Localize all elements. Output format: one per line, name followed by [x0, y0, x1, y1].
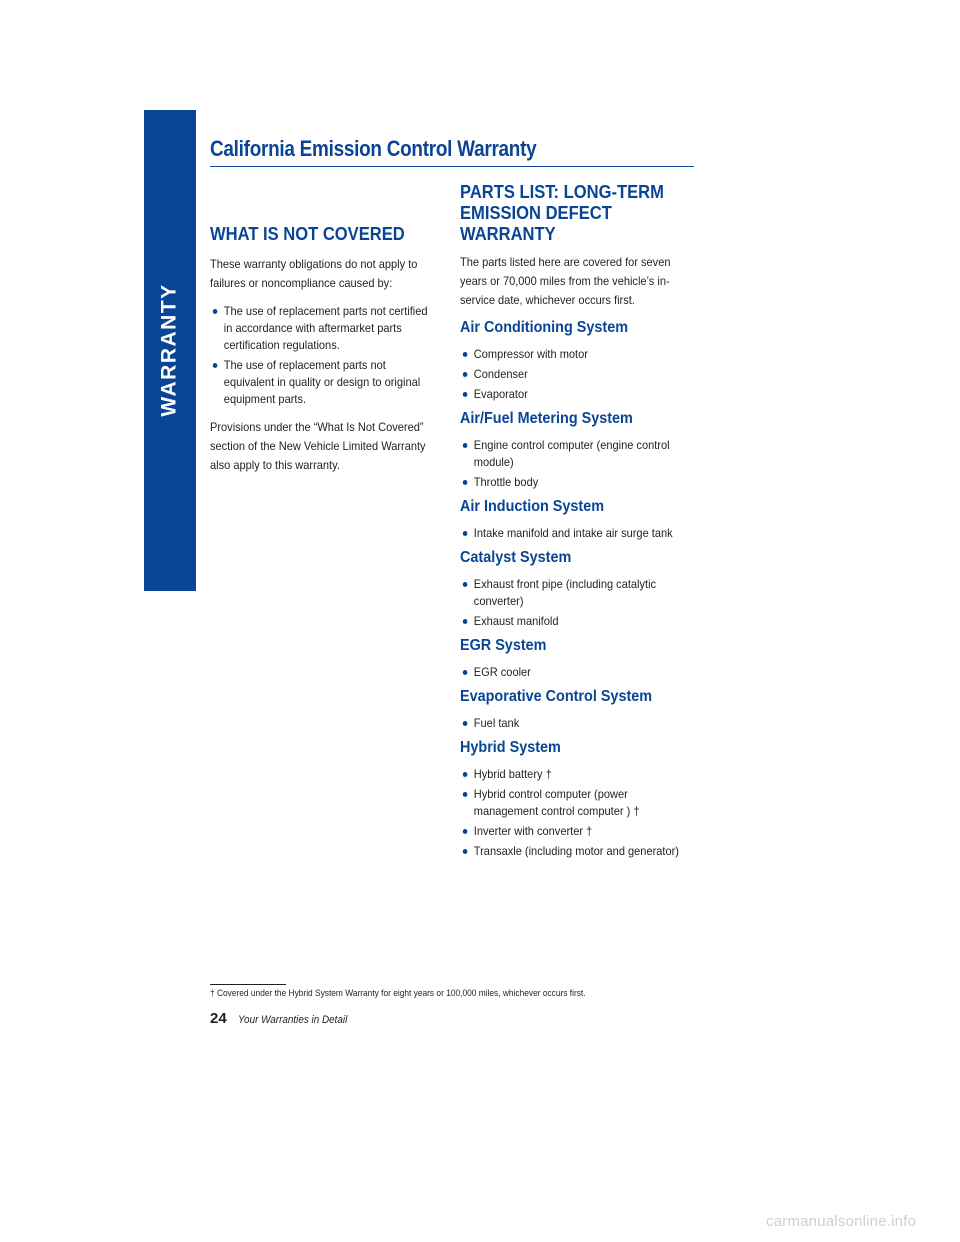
parts-list-heading-line: PARTS LIST: LONG-TERM	[460, 182, 664, 202]
section-title: Air/Fuel Metering System	[460, 410, 633, 427]
footnote: † Covered under the Hybrid System Warranty for eight years or 100,000 miles, whichever occurs first.	[210, 988, 586, 999]
list-item: Exhaust manifold	[460, 613, 685, 630]
bullet-icon	[463, 352, 468, 357]
bullet-icon	[463, 829, 468, 834]
parts-list-heading-line: EMISSION DEFECT	[460, 203, 612, 223]
bullet-icon	[213, 363, 218, 368]
bullet-icon	[463, 582, 468, 587]
list-item: Condenser	[460, 366, 685, 383]
list-item: Throttle body	[460, 474, 685, 491]
section-title: Air Conditioning System	[460, 319, 629, 336]
section-title: Evaporative Control System	[460, 688, 653, 705]
right-column	[460, 182, 700, 863]
section-hybrid	[460, 738, 700, 860]
list-item: Transaxle (including motor and generator)	[460, 843, 685, 860]
section-title: EGR System	[460, 637, 547, 654]
page-title: California Emission Control Warranty	[210, 136, 537, 161]
bullet-icon	[463, 531, 468, 536]
bullet-icon	[463, 619, 468, 624]
not-covered-intro: These warranty obligations do not apply to failures or noncompliance caused by:	[210, 257, 418, 290]
section-air-induction	[460, 497, 700, 542]
section-catalyst	[460, 548, 700, 630]
parts-list-intro: The parts listed here are covered for seven years or 70,000 miles from the vehicle’s in-service date, whichever occurs first.	[460, 255, 671, 307]
not-covered-closing: Provisions under the “What Is Not Covered” section of the New Vehicle Limited Warranty also apply to this warranty.	[210, 420, 426, 472]
list-item: The use of replacement parts not equivalent in quality or design to original equipment parts.	[210, 357, 435, 408]
not-covered-heading: WHAT IS NOT COVERED	[210, 224, 405, 244]
list-item: Hybrid control computer (power management control computer ) †	[460, 786, 685, 820]
section-title: Air Induction System	[460, 498, 605, 515]
list-item: EGR cooler	[460, 664, 685, 681]
running-title: Your Warranties in Detail	[238, 1014, 348, 1026]
section-title: Catalyst System	[460, 549, 572, 566]
bullet-icon	[463, 372, 468, 377]
section-air-fuel-metering	[460, 409, 700, 491]
watermark: carmanualsonline.info	[766, 1213, 917, 1230]
left-column	[210, 224, 445, 475]
footnote-divider	[210, 984, 286, 985]
list-item: Fuel tank	[460, 715, 685, 732]
bullet-icon	[463, 480, 468, 485]
list-item: Exhaust front pipe (including catalytic converter)	[460, 576, 685, 610]
parts-list-heading-line: WARRANTY	[460, 224, 556, 244]
bullet-icon	[463, 772, 468, 777]
bullet-icon	[463, 721, 468, 726]
bullet-icon	[463, 849, 468, 854]
bullet-icon	[213, 309, 218, 314]
section-egr	[460, 636, 700, 681]
page-number: 24	[210, 1010, 227, 1027]
list-item: Intake manifold and intake air surge tank	[460, 525, 685, 542]
side-tab-text: WARRANTY	[158, 283, 182, 417]
bullet-icon	[463, 792, 468, 797]
parts-list-heading	[460, 182, 700, 245]
title-divider	[210, 166, 694, 167]
bullet-icon	[463, 443, 468, 448]
list-item: The use of replacement parts not certified in accordance with aftermarket parts certification regulations.	[210, 303, 435, 354]
list-item: Evaporator	[460, 386, 685, 403]
bullet-icon	[463, 392, 468, 397]
bullet-icon	[463, 670, 468, 675]
list-item: Hybrid battery †	[460, 766, 685, 783]
section-title: Hybrid System	[460, 739, 561, 756]
list-item: Engine control computer (engine control module)	[460, 437, 685, 471]
section-air-conditioning	[460, 318, 700, 403]
section-evaporative-control	[460, 687, 700, 732]
list-item: Compressor with motor	[460, 346, 685, 363]
list-item: Inverter with converter †	[460, 823, 685, 840]
side-tab-label	[144, 285, 196, 415]
not-covered-list	[210, 303, 445, 408]
